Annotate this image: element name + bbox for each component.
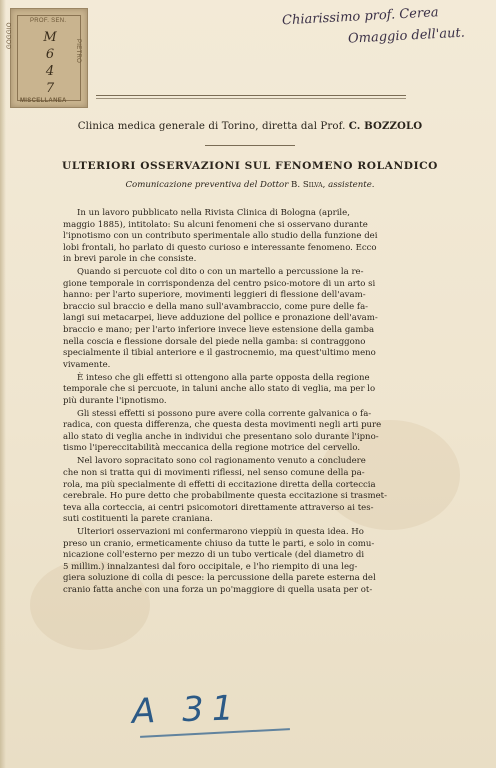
text-line: lobi frontali, ho parlato di questo curioso e interessante fenomeno. Ecco [63,242,377,253]
article-body [63,208,415,598]
text-line: che non si tratta qui di movimenti riflessi, nel senso comune della pa- [63,468,365,479]
text-line: giera soluzione di colla di pesce: la percussione della parete esterna del [63,573,376,584]
text-line: gione temporale in corrispondenza del centro psico-motore di un arto si [63,278,376,289]
text-line: in brevi parole in che consiste. [63,254,197,265]
text-line: allo stato di veglia anche in individui che presentano solo durante l'ipno- [63,431,379,442]
author-name: B. Silva, [291,180,326,190]
library-stamp [7,8,88,108]
body-paragraph [63,409,415,455]
text-line: rola, ma più specialmente di effetti di eccitazione diretta della corteccia [63,479,376,490]
text-line: maggio 1885), intitolato: Su alcuni fenomeni che si osservano durante [63,219,368,230]
text-line: In un lavoro pubblicato nella Rivista Clinica di Bologna (aprile, [77,208,350,218]
text-line: teva alla corteccia, ai centri psicomotori direttamente attraverso ai tes- [63,502,374,513]
text-line: specialmente il tibial anteriore e il gastrocnemio, ma quest'ultimo meno [63,348,376,359]
body-paragraph [63,373,415,408]
clinic-prefix: Clinica medica generale di Torino, diretta dal Prof. [77,121,346,132]
text-line: langi sui metacarpei, lieve adduzione del pollice e pronazione dell'avam- [63,313,378,324]
text-line: nicazione coll'esterno per mezzo di un tubo verticale (del diametro di [63,550,365,561]
stamp-handwritten-shelfmark: M 6 4 7 [43,30,57,96]
stamp-label-right: PIETRO [75,39,81,64]
text-line: temporale che si percuote, in taluni anche allo stato di veglia, ma per lo [63,384,376,395]
text-line: radica, con questa differenza, che questa desta movimenti negli arti pure [63,420,382,431]
page-edge-shadow [0,0,6,768]
article-title: ULTERIORI OSSERVAZIONI SUL FENOMENO ROLANDICO [62,160,438,172]
text-line: cranio fatta anche con una forza un po'maggiore di quella usata per ot- [63,585,373,595]
clinic-header [40,120,460,132]
text-line: hanno: per l'arto superiore, movimenti leggieri di flessione dell'avam- [63,290,366,301]
subtitle-prefix: Comunicazione preventiva del Dottor [125,180,289,190]
text-line: Gli stessi effetti si possono pure avere colla corrente galvanica o fa- [77,408,372,419]
text-line: Quando si percuote col dito o con un martello a percussione la re- [77,267,364,278]
stamp-label-bottom: MISCELLANEA [20,98,67,104]
handwritten-dedication [278,6,488,46]
title-rule [205,145,295,146]
text-line: È inteso che gli effetti si ottengono alla parte opposta della regione [77,372,370,383]
call-number: A 31 [131,688,243,732]
text-line: vivamente. [63,359,111,370]
text-line: l'ipnotismo con un contributo sperimentale allo studio della funzione dei [63,231,378,242]
text-line: braccio e mano; per l'arto inferiore invece lieve estensione della gamba [63,324,375,335]
text-line: più durante l'ipnotismo. [63,395,167,406]
article-subtitle [40,180,460,190]
text-line: tismo l'ipereccitabilità meccanica della regione motrice del cervello. [63,443,361,454]
body-paragraph [63,527,415,596]
subtitle-suffix: assistente. [328,180,375,190]
text-line: cerebrale. Ho pure detto che probabilmente questa eccitazione si trasmet- [63,491,387,502]
header-rule [96,95,406,96]
body-paragraph [63,267,415,371]
text-line: suti costituenti la parete craniana. [63,514,213,525]
text-line: preso un cranio, ermeticamente chiuso da tutte le parti, e solo in comu- [63,538,375,549]
dedication-line-1: Chiarissimo prof. Cerea [281,5,439,29]
body-paragraph [63,208,415,266]
text-line: braccio sul braccio e della mano sull'avambraccio, come pure delle fa- [63,301,369,312]
header-rule [96,98,406,99]
dedication-line-2: Omaggio dell'aut. [347,25,466,47]
stamp-label-left: GOGGIO [7,22,13,49]
text-line: nella coscia e flessione dorsale del piede nella gamba: si contraggono [63,336,366,347]
body-paragraph [63,456,415,525]
text-line: Nel lavoro sopracitato sono col ragionamento venuto a concludere [77,456,366,467]
text-line: Ulteriori osservazioni mi confermarono vieppiù in questa idea. Ho [77,527,364,538]
clinic-director: C. BOZZOLO [348,120,423,132]
stamp-label-top: PROF. SEN. [30,18,67,24]
text-line: 5 millim.) innalzantesi dal foro occipitale, e l'ho riempito di una leg- [63,561,358,572]
